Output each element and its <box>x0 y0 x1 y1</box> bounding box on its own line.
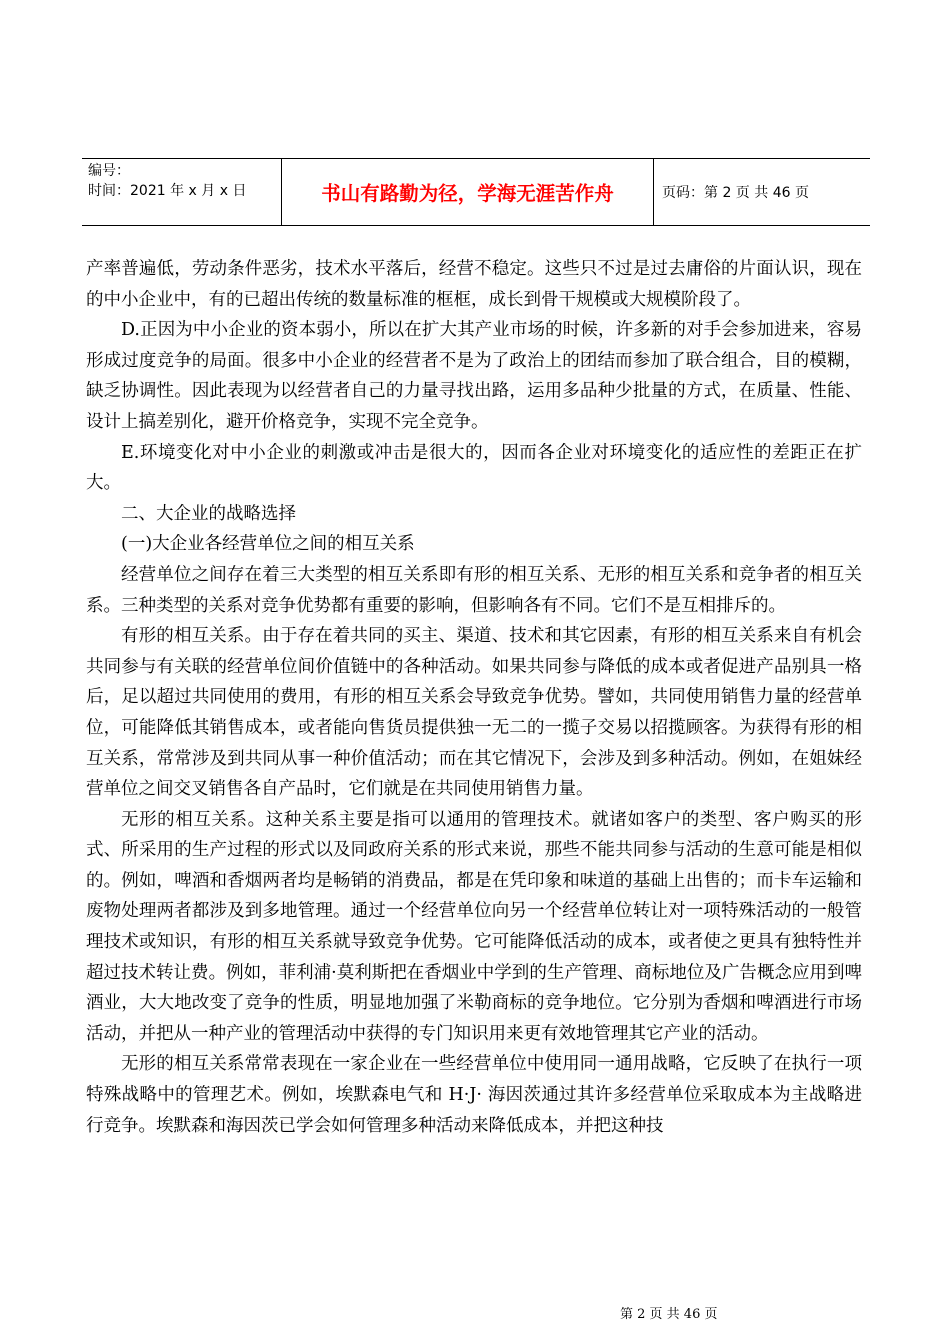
document-body <box>86 254 862 1141</box>
paragraph: D.正因为中小企业的资本弱小，所以在扩大其产业市场的时候，许多新的对手会参加进来，容易形成过度竞争的局面。很多中小企业的经营者不是为了政治上的团结而参加了联合组合，目的模糊，缺乏协调性。因此表现为以经营者自己的力量寻找出路，运用多品种少批量的方式，在质量、性能、设计上搞差别化，避开价格竞争，实现不完全竞争。 <box>86 320 862 432</box>
header-motto: 书山有路勤为径，学海无涯苦作舟 <box>282 159 654 225</box>
document-date-label: 时间：2021 年 x 月 x 日 <box>88 183 247 199</box>
paragraph: 无形的相互关系。这种关系主要是指可以通用的管理技术。就诸如客户的类型、客户购买的形式、所采用的生产过程的形式以及同政府关系的形式来说，那些不能共同参与活动的生意可能是相似的。例如，啤酒和香烟两者均是畅销的消费品，都是在凭印象和味道的基础上出售的；而卡车运输和废物处理两者都涉及到多地管理。通过一个经营单位向另一个经营单位转让对一项特殊活动的一般管理技术或知识，有形的相互关系就导致竞争优势。它可能降低活动的成本，或者使之更具有独特性并超过技术转让费。例如，菲利浦·莫利斯把在香烟业中学到的生产管理、商标地位及广告概念应用到啤酒业，大大地改变了竞争的性质，明显地加强了米勒商标的竞争地位。它分别为香烟和啤酒进行市场活动，并把从一种产业的管理活动中获得的专门知识用来更有效地管理其它产业的活动。 <box>86 809 862 1044</box>
paragraph: 产率普遍低，劳动条件恶劣，技术水平落后，经营不稳定。这些只不过是过去庸俗的片面认识，现在的中小企业中，有的已超出传统的数量标准的框框，成长到骨干规模或大规模阶段了。 <box>86 259 862 310</box>
paragraph: E.环境变化对中小企业的刺激或冲击是很大的，因而各企业对环境变化的适应性的差距正在扩大。 <box>86 442 862 494</box>
header-page-info: 页码：第 2 页 共 46 页 <box>662 185 809 201</box>
paragraph: 无形的相互关系常常表现在一家企业在一些经营单位中使用同一通用战略，它反映了在执行一项特殊战略中的管理艺术。例如，埃默森电气和 H·J· 海因茨通过其许多经营单位采取成本为主战略进行竞争。埃默森和海因茨已学会如何管理多种活动来降低成本，并把这种技 <box>86 1054 862 1136</box>
header-meta-cell <box>82 159 282 225</box>
subsection-heading: (一)大企业各经营单位之间的相互关系 <box>121 534 415 555</box>
section-heading: 二、大企业的战略选择 <box>121 503 296 524</box>
paragraph: 经营单位之间存在着三大类型的相互关系即有形的相互关系、无形的相互关系和竞争者的相互关系。三种类型的关系对竞争优势都有重要的影响，但影响各有不同。它们不是互相排斥的。 <box>86 564 862 616</box>
document-number-label: 编号： <box>88 163 130 179</box>
page-footer: 第 2 页 共 46 页 <box>620 1307 718 1322</box>
document-header <box>82 158 870 226</box>
paragraph: 有形的相互关系。由于存在着共同的买主、渠道、技术和其它因素，有形的相互关系来自有机会共同参与有关联的经营单位间价值链中的各种活动。如果共同参与降低的成本或者促进产品别具一格后，足以超过共同使用的费用，有形的相互关系会导致竞争优势。譬如，共同使用销售力量的经营单位，可能降低其销售成本，或者能向售货员提供独一无二的一揽子交易以招揽顾客。为获得有形的相互关系，常常涉及到共同从事一种价值活动；而在其它情况下，会涉及到多种活动。例如，在姐妹经营单位之间交叉销售各自产品时，它们就是在共同使用销售力量。 <box>86 626 862 800</box>
